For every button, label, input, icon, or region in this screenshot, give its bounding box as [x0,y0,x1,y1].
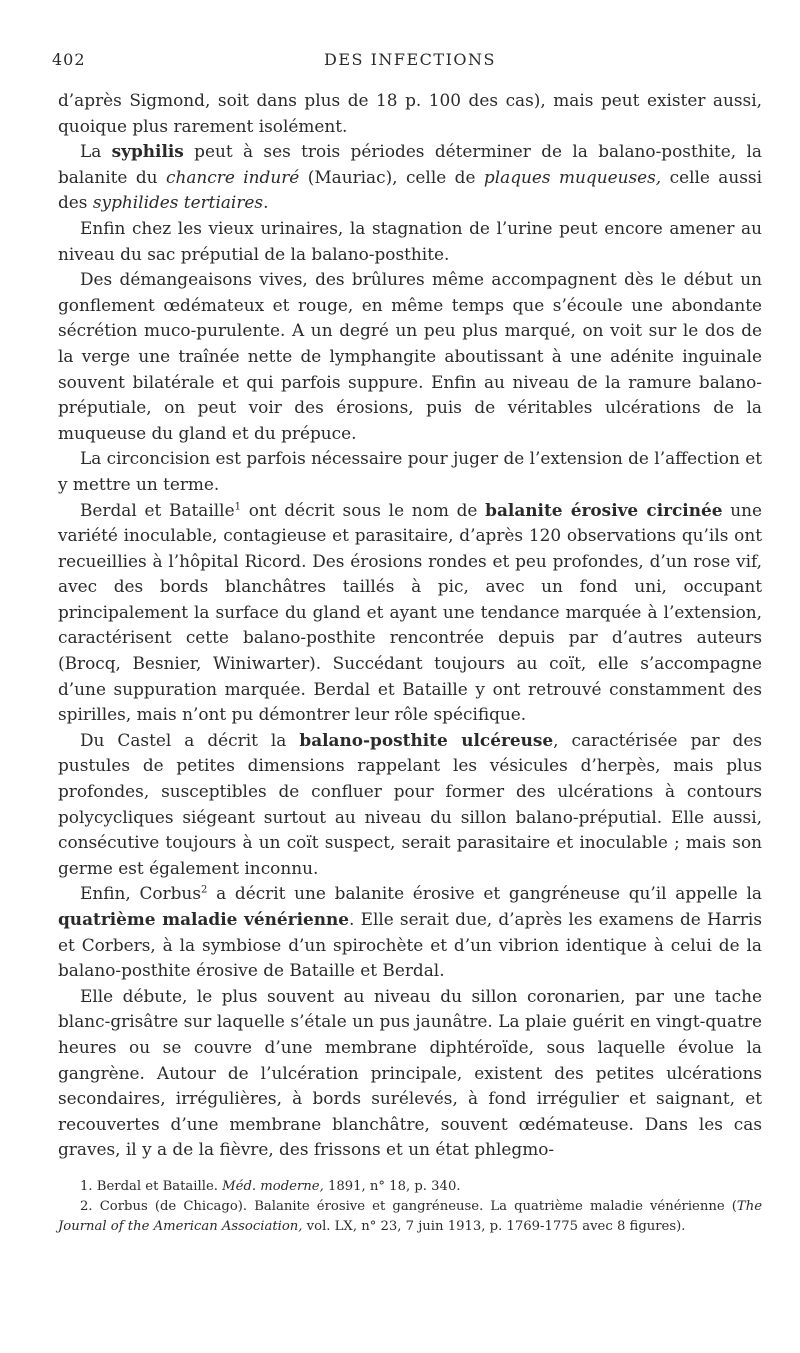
footnotes [58,1177,762,1237]
text-run: , caractérisée par des pustules de petites dimensions rappelant les vésicules d’herpès, mais plus profondes, susceptibles de confluer pour former des ulcérations à contours polycycliques siégeant surtout au niveau du sillon balano-préputial. Elle aussi, consécutive toujours à un coït suspect, serait parasitaire et inoculable ; mais son germe est également inconnu. [58,729,763,878]
italic-text: plaques muqueuses, [483,166,662,187]
text-run: peut à ses trois périodes déterminer de la balano-posthite, la balanite du [58,141,762,187]
footnote-ref: 1 [234,500,241,512]
text-run: Enfin chez les vieux urinaires, la stagnation de l’urine peut encore amener au niveau du sac préputial de la balano-posthite. [58,217,762,264]
paragraph [58,498,762,728]
footnote [58,1177,762,1197]
text-run: La circoncision est parfois nécessaire pour juger de l’extension de l’affection et y mettre un terme. [58,448,762,494]
book-page [52,50,763,1237]
page-number: 402 [52,50,86,69]
running-title: DES INFECTIONS [324,50,496,69]
text-run: celle aussi des [58,166,762,213]
text-run: d’après Sigmond, soit dans plus de 18 p. 100 des cas), mais peut exister aussi, quoique plus rarement isolément. [58,90,762,136]
text-run: La [80,141,112,162]
page-header [52,50,762,78]
text-run: Des démangeaisons vives, des brûlures même accompagnent dès le début un gonflement œdémateux et rouge, en même temps que s’écoule une abondante sécrétion muco-purulente. A un degré un peu plus marqué, on voit sur le dos de la verge une traînée nette de lymphangite aboutissant à une adénite inguinale souvent bilatérale et qui parfois suppure. Enfin au niveau de la ramure balano-préputiale, on peut voir des érosions, puis de véritables ulcérations de la muqueuse du gland et du prépuce. [58,269,762,443]
text-run: une variété inoculable, contagieuse et parasitaire, d’après 120 observations qu’ils ont recueillies à l’hôpital Ricord. Des érosions rondes et peu profondes, d’un rose vif, avec des bords blanchâtres taillés à pic, avec un fond uni, occupant principalement la surface du gland et ayant une tendance marquée à l’extension, caractérisent cette balano-posthite rencontrée depuis par d’autres auteurs (Brocq, Besnier, Winiwarter). Succédant toujours au coït, elle s’accompagne d’une suppuration marquée. Berdal et Bataille y ont retrouvé constamment des spirilles, mais n’ont pu démontrer leur rôle spécifique. [58,499,762,725]
text-run: ont décrit sous le nom de [240,499,486,520]
bold-term: quatrième maladie vénérienne [58,909,350,929]
text-run: . [263,192,269,213]
paragraph [58,216,762,267]
text-run: a décrit une balanite érosive et gangréneuse qu’il appelle la [207,883,762,904]
paragraph [58,139,762,216]
paragraph [58,446,762,497]
paragraph [58,881,762,983]
bold-term: syphilis [111,141,184,162]
text-run: 2. Corbus (de Chicago). Balanite érosive et gangréneuse. La quatrième maladie vénérienne ( [80,1198,737,1214]
bold-term: balanite érosive circinée [485,499,723,520]
paragraph [58,728,762,882]
italic-text: Méd. moderne, [222,1178,324,1194]
text-run: . Elle serait due, d’après les examens de Harris et Corbers, à la symbiose d’un spirochète et d’un vibrion identique à celui de la balano-posthite érosive de Bataille et Berdal. [58,909,762,981]
text-run: 1891, n° 18, p. 340. [323,1178,461,1194]
text-run: (Mauriac), celle de [299,166,484,187]
italic-text: syphilides tertiaires [92,192,264,213]
footnote-ref: 2 [200,884,208,896]
paragraph [58,88,762,139]
paragraph [58,267,762,446]
paragraph [58,984,762,1163]
text-run: Elle débute, le plus souvent au niveau du sillon coronarien, par une tache blanc-grisâtre sur laquelle s’étale un pus jaunâtre. La plaie guérit en vingt-quatre heures ou se couvre d’une membrane diphtéroïde, sous laquelle évolue la gangrène. Autour de l’ulcération principale, existent des petites ulcérations secondaires, irrégulières, à bords surélevés, à fond irrégulier et saignant, et recouvertes d’une membrane blanchâtre, souvent œdémateuse. Dans les cas graves, il y a de la fièvre, des frissons et un état phlegmo- [58,985,762,1160]
text-run: Enfin, Corbus [80,883,201,904]
text-run: 1. Berdal et Bataille. [80,1178,223,1194]
text-run: Du Castel a décrit la [80,729,300,750]
footnote [58,1197,762,1237]
text-run: Berdal et Bataille [80,499,235,520]
italic-text: chancre induré [166,166,300,187]
text-run: vol. LX, n° 23, 7 juin 1913, p. 1769-1775 avec 8 figures). [302,1218,686,1234]
body-text [58,88,762,1163]
bold-term: balano-posthite ulcéreuse [299,729,554,750]
italic-text: The Journal of the American Association, [58,1198,762,1234]
